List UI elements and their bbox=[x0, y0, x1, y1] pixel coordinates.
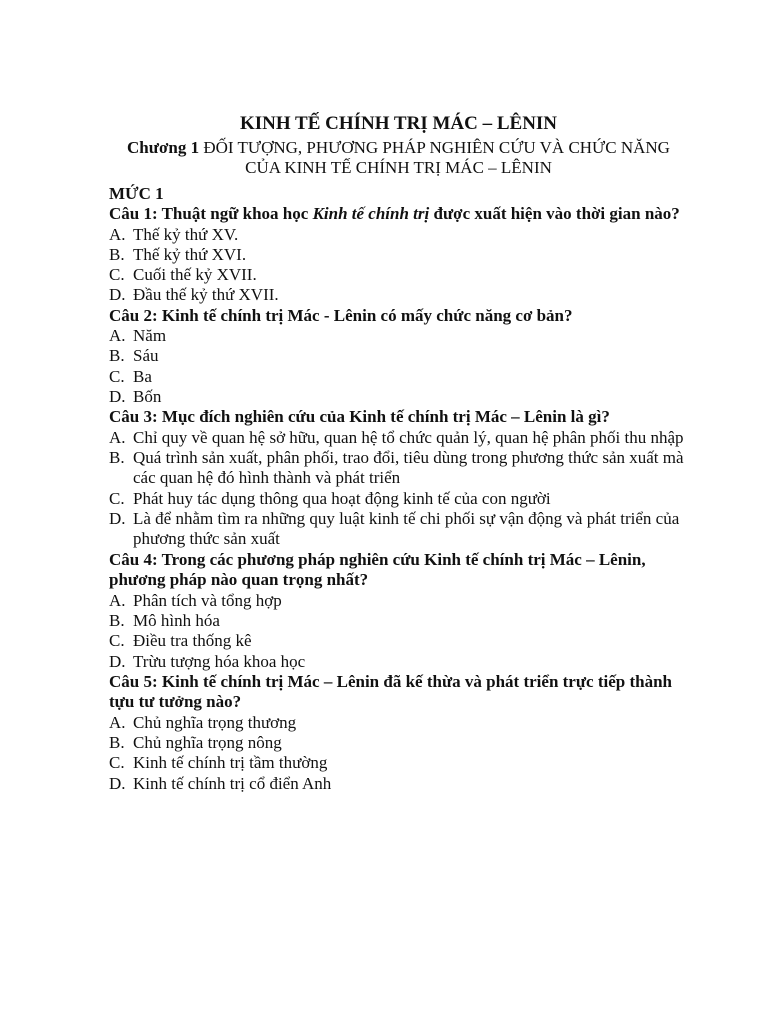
answer-letter: C. bbox=[109, 753, 125, 773]
question-2-answers bbox=[109, 326, 688, 407]
answer-text: Kinh tế chính trị tầm thường bbox=[133, 753, 328, 773]
answer-option bbox=[109, 509, 688, 550]
answer-text: Quá trình sản xuất, phân phối, trao đổi, tiêu dùng trong phương thức sản xuất mà các quan hệ đó hình thành và phát triển bbox=[133, 448, 684, 488]
answer-text: Chủ nghĩa trọng thương bbox=[133, 712, 297, 732]
answer-letter: B. bbox=[109, 448, 125, 468]
answer-letter: A. bbox=[109, 427, 126, 447]
answer-text: Mô hình hóa bbox=[133, 610, 220, 630]
answer-text: Chỉ quy về quan hệ sở hữu, quan hệ tổ chức quản lý, quan hệ phân phối thu nhập bbox=[133, 427, 684, 447]
question-4-answers bbox=[109, 591, 688, 672]
answer-option bbox=[109, 591, 688, 611]
answer-text: Thế kỷ thứ XV. bbox=[133, 224, 239, 244]
answer-letter: C. bbox=[109, 366, 125, 386]
answer-text: Phân tích và tổng hợp bbox=[133, 590, 282, 610]
answer-letter: D. bbox=[109, 773, 126, 793]
answer-letter: B. bbox=[109, 346, 125, 366]
question-1-answers bbox=[109, 225, 688, 306]
answer-text: Ba bbox=[133, 366, 152, 386]
answer-option bbox=[109, 367, 688, 387]
question-1-italic-term: Kinh tế chính trị bbox=[312, 204, 430, 223]
answer-option bbox=[109, 225, 688, 245]
answer-text: Sáu bbox=[133, 346, 159, 366]
answer-option bbox=[109, 245, 688, 265]
chapter-heading bbox=[109, 138, 688, 178]
answer-letter: B. bbox=[109, 244, 125, 264]
answer-option bbox=[109, 265, 688, 285]
answer-option bbox=[109, 713, 688, 733]
answer-text: Bốn bbox=[133, 387, 162, 407]
answer-letter: C. bbox=[109, 631, 125, 651]
question-2: Câu 2: Kinh tế chính trị Mác - Lênin có mấy chức năng cơ bản? bbox=[109, 305, 573, 325]
answer-text: Năm bbox=[133, 326, 167, 346]
answer-text: Kinh tế chính trị cổ điển Anh bbox=[133, 773, 332, 793]
answer-text: Phát huy tác dụng thông qua hoạt động kinh tế của con người bbox=[133, 488, 551, 508]
question-3-answers bbox=[109, 428, 688, 550]
answer-option bbox=[109, 489, 688, 509]
answer-text: Đầu thế kỷ thứ XVII. bbox=[133, 285, 279, 305]
answer-option bbox=[109, 652, 688, 672]
answer-letter: A. bbox=[109, 712, 126, 732]
question-4: Câu 4: Trong các phương pháp nghiên cứu Kinh tế chính trị Mác – Lênin, phương pháp nào quan trọng nhất? bbox=[109, 549, 646, 590]
answer-letter: A. bbox=[109, 590, 126, 610]
answer-letter: C. bbox=[109, 265, 125, 285]
answer-text: Chủ nghĩa trọng nông bbox=[133, 733, 282, 753]
answer-letter: C. bbox=[109, 488, 125, 508]
answer-option bbox=[109, 387, 688, 407]
answer-letter: B. bbox=[109, 733, 125, 753]
answer-option bbox=[109, 631, 688, 651]
chapter-title-line2: CỦA KINH TẾ CHÍNH TRỊ MÁC – LÊNIN bbox=[245, 158, 552, 177]
question-1 bbox=[109, 204, 688, 225]
answer-option bbox=[109, 448, 688, 489]
answer-option bbox=[109, 753, 688, 773]
answer-option bbox=[109, 774, 688, 794]
answer-text: Điều tra thống kê bbox=[133, 631, 252, 651]
answer-letter: A. bbox=[109, 326, 126, 346]
answer-option bbox=[109, 428, 688, 448]
question-3: Câu 3: Mục đích nghiên cứu của Kinh tế chính trị Mác – Lênin là gì? bbox=[109, 407, 610, 427]
question-1-text-end: được xuất hiện vào thời gian nào? bbox=[429, 204, 680, 223]
question-5: Câu 5: Kinh tế chính trị Mác – Lênin đã kế thừa và phát triển trực tiếp thành tựu tư tưởng nào? bbox=[109, 671, 673, 712]
answer-option bbox=[109, 733, 688, 753]
question-5-answers bbox=[109, 713, 688, 794]
answer-letter: D. bbox=[109, 387, 126, 407]
question-1-text-start: Câu 1: Thuật ngữ khoa học bbox=[109, 204, 313, 223]
answer-option bbox=[109, 346, 688, 366]
answer-text: Là để nhằm tìm ra những quy luật kinh tế chi phối sự vận động và phát triển của phương thức sản xuất bbox=[133, 509, 680, 549]
answer-text: Cuối thế kỷ XVII. bbox=[133, 265, 257, 285]
answer-option bbox=[109, 326, 688, 346]
answer-text: Thế kỷ thứ XVI. bbox=[133, 244, 247, 264]
answer-text: Trừu tượng hóa khoa học bbox=[133, 651, 306, 671]
chapter-title: ĐỐI TƯỢNG, PHƯƠNG PHÁP NGHIÊN CỨU VÀ CHỨC NĂNG bbox=[203, 138, 670, 157]
answer-letter: D. bbox=[109, 651, 126, 671]
answer-letter: A. bbox=[109, 224, 126, 244]
chapter-label: Chương 1 bbox=[127, 138, 200, 157]
answer-letter: B. bbox=[109, 610, 125, 630]
answer-option bbox=[109, 285, 688, 305]
document-title: KINH TẾ CHÍNH TRỊ MÁC – LÊNIN bbox=[239, 113, 558, 134]
answer-option bbox=[109, 611, 688, 631]
level-heading: MỨC 1 bbox=[109, 184, 164, 203]
answer-letter: D. bbox=[109, 285, 126, 305]
answer-letter: D. bbox=[109, 509, 126, 529]
